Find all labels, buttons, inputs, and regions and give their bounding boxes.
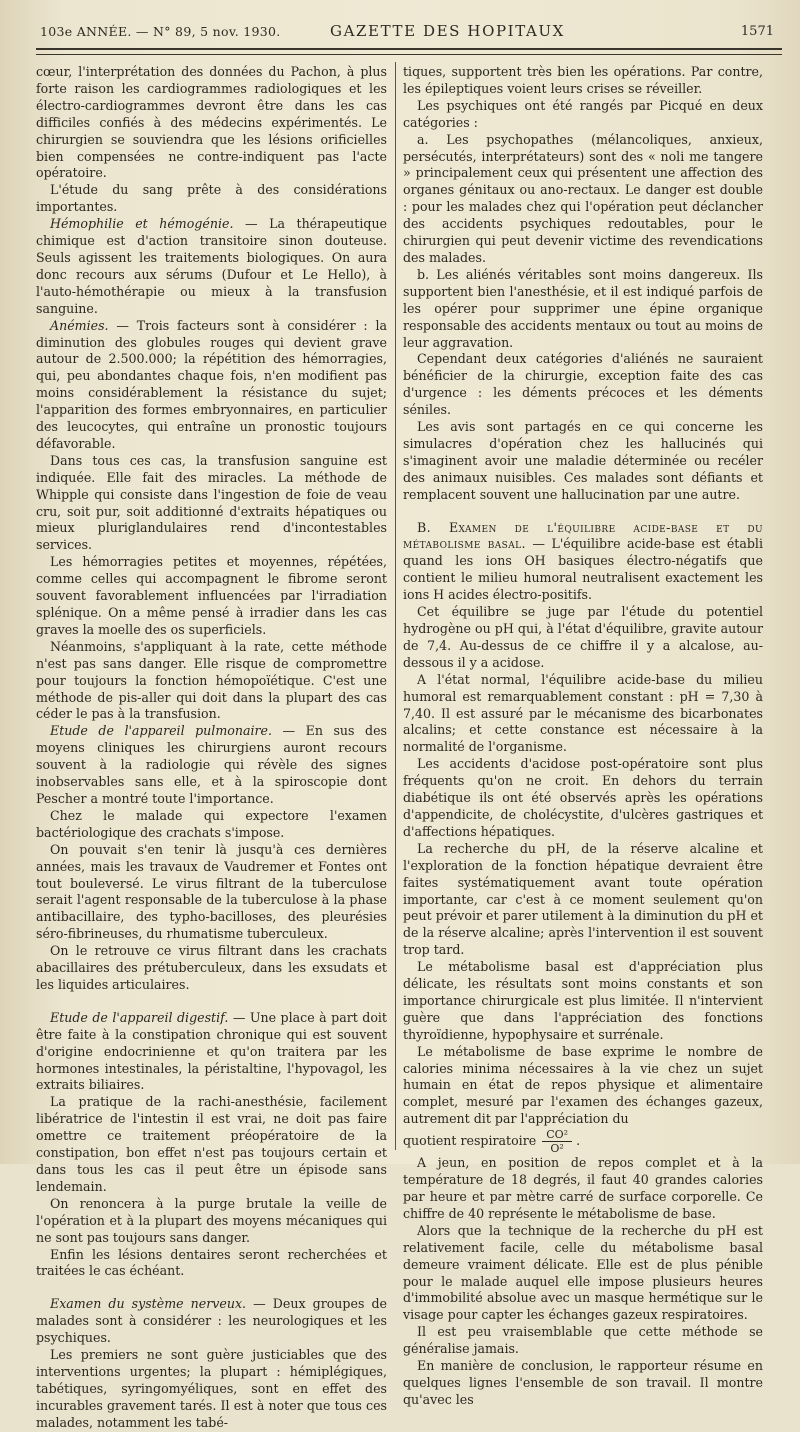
issue-info: 103e ANNÉE. — N° 89, 5 nov. 1930. — [40, 24, 281, 39]
section-heading: Hémophilie et hémogénie. — [50, 216, 234, 232]
paragraph-text: — L'équilibre acide-base est établi quand les ions OH basiques électro-négatifs que contient le milieu humoral neutralisent exactement les ions H acides électro-positifs. — [403, 536, 763, 603]
paragraph-text: — En sus des moyens cliniques les chirurgiens auront recours souvent à la radiologie qui révèle des signes inobservables sans elle, et à la spiroscopie dont Pescher a montré toute l'importance. — [36, 723, 387, 806]
paragraph: Chez le malade qui expectore l'examen bactériologique des crachats s'impose. — [36, 807, 387, 840]
paragraph: Cet équilibre se juge par l'étude du potentiel hydrogène ou pH qui, à l'état d'équilibre, gravite autour de 7,4. Au-dessus de ce chiffre il y a alcalose, au-dessous il y a acidose. — [403, 604, 763, 670]
paragraph: Le métabolisme basal est d'appréciation plus délicate, les résultats sont moins constants et son importance chirurgicale est plus limitée. Il n'intervient guère que dans l'appréciation des fonctions thyroïdienne, hypophysaire et surrénale. — [403, 959, 763, 1042]
paragraph: En manière de conclusion, le rapporteur résume en quelques lignes l'ensemble de son travail. Il montre qu'avec les — [403, 1358, 763, 1407]
paragraph: On renoncera à la purge brutale la veille de l'opération et à la plupart des moyens mécaniques qui ne sont pas toujours sans danger. — [36, 1195, 387, 1245]
formula-denominator: O² — [550, 1142, 564, 1156]
paragraph: La pratique de la rachi-anesthésie, facilement libératrice de l'intestin il est vrai, ne doit pas faire omettre ce traitement préopératoire de la constipation, bon effet n'est pas toujours certain et dans tous les cas il peut être un épisode sans lendemain. — [36, 1094, 387, 1194]
formula-label: quotient respiratoire — [403, 1133, 537, 1149]
paragraph-text: — Trois facteurs sont à considérer : la diminution des globules rouges qui devient grave autour de 2.500.000; la répétition des hémorragies, qui, peu abondantes chaque fois, n'en modifient pas moins considérablement la résistance du sujet; l'apparition des formes embryonnaires, en particulier des leucocytes, qui entraîne un pronostic toujours défavorable. — [36, 317, 387, 451]
paragraph-text: — Une place à part doit être faite à la constipation chronique qui est souvent d'origine endocrinienne et qu'on traitera par les hormones intestinales, la péristaltine, l'hypovagol, les extraits biliaires. — [36, 1009, 387, 1093]
header-rule-thick — [36, 48, 782, 50]
paragraph-text: — Deux groupes de malades sont à considérer : les neurologiques et les psychiques. — [36, 1296, 387, 1346]
section-heading: Etude de l'appareil digestif. — [50, 1009, 229, 1025]
paragraph: cœur, l'interprétation des données du Pachon, à plus forte raison les cardiogrammes radiologiques et les électro-cardiogrammes devront être dans les cas difficiles confiés à des médecins expérimentés. Le chirurgien se souviendra que les lésions orificielles bien compensées ne contre-indiquent pas l'acte opératoire. — [36, 64, 387, 181]
page-header — [40, 20, 778, 44]
paragraph: A jeun, en position de repos complet et à la température de 18 degrés, il faut 40 grandes calories par heure et par mètre carré de surface corporelle. Ce chiffre de 40 représente le métabolisme de base. — [403, 1155, 763, 1221]
paragraph: b. Les aliénés véritables sont moins dangereux. Ils supportent bien l'anesthésie, et il est indiqué parfois de les opérer pour supprimer une épine organique responsable des accidents mentaux ou tout au moins de leur aggravation. — [403, 266, 763, 350]
paragraph: Le métabolisme de base exprime le nombre de calories minima nécessaires à la vie chez un sujet humain en état de repos physique et alimentaire complet, mesuré par l'examen des échanges gazeux, autrement dit par l'appréciation du — [403, 1043, 763, 1127]
paragraph: La recherche du pH, de la réserve alcaline et l'exploration de la fonction hépatique devraient être faites systématiquement avant toute opération importante, car c'est à ce moment seulement qu'on peut prévoir et parer utilement à la diminution du pH et de la réserve alcaline; après l'intervention il est souvent trop tard. — [403, 840, 763, 958]
co2-o2-fraction — [542, 1128, 572, 1155]
paragraph: A l'état normal, l'équilibre acide-base du milieu humoral est remarquablement constant : pH = 7,30 à 7,40. Il est assuré par le mécanisme des bicarbonates alcalins; et cette constance est nécessaire à la normalité de l'organisme. — [403, 671, 763, 755]
paragraph: Les hémorragies petites et moyennes, répétées, comme celles qui accompagnent le fibrome seront souvent favorablement influencées par l'irradiation splénique. On a même pensé à irradier dans les cas graves la moelle des os superficiels. — [36, 554, 387, 637]
paragraph — [36, 1010, 387, 1095]
paragraph — [36, 723, 387, 808]
header-rule-thin — [36, 54, 782, 55]
page-number: 1571 — [740, 24, 774, 39]
formula-line — [403, 1128, 763, 1155]
paragraph: Il est peu vraisemblable que cette méthode se généralise jamais. — [403, 1324, 763, 1357]
section-heading: B. Examen de l'équilibre acide-base et du métabolisme basal. — [403, 519, 763, 552]
paragraph: a. Les psychopathes (mélancoliques, anxieux, persécutés, interprétateurs) sont des « noli me tangere » principalement ceux qui présentent une affection des organes génitaux ou ano-rectaux. Le danger est double : pour les malades chez qui l'opération peut déclancher des accidents psychiques redoutables, pour le chirurgien qui peut devenir victime des revendications des malades. — [403, 131, 763, 265]
section-heading: Etude de l'appareil pulmonaire. — [50, 723, 272, 739]
paragraph — [403, 520, 763, 605]
paragraph: Les premiers ne sont guère justiciables que des interventions urgentes; la plupart : hémiplégiques, tabétiques, syringomyéliques, sont en effet des incurables gravement tarés. Il est à noter que tous ces malades, notamment les tabé- — [36, 1347, 387, 1430]
paragraph: Néanmoins, s'appliquant à la rate, cette méthode n'est pas sans danger. Elle risque de compromettre pour toujours la fonction hémopoïétique. C'est une méthode de pis-aller qui doit dans la plupart des cas céder le pas à la transfusion. — [36, 638, 387, 722]
paragraph: On pouvait s'en tenir là jusqu'à ces dernières années, mais les travaux de Vaudremer et Fontes ont tout bouleversé. Le virus filtrant de la tuberculose serait l'agent responsable de la tuberculose à la phase antibacillaire, des typho-bacilloses, des pleurésies séro-fibrineuses, du rhumatisme tuberculeux. — [36, 841, 387, 942]
right-column — [403, 64, 763, 1407]
paragraph: Les accidents d'acidose post-opératoire sont plus fréquents qu'on ne croit. En dehors du terrain diabétique ils ont été observés après les opérations d'appendicite, de cholécystite, d'ulcères gastriques et d'affections hépatiques. — [403, 756, 763, 839]
paragraph: Enfin les lésions dentaires seront recherchées et traitées le cas échéant. — [36, 1246, 387, 1279]
section-heading: Examen du système nerveux. — [50, 1296, 247, 1312]
paragraph: On le retrouve ce virus filtrant dans les crachats abacillaires des prétuberculeux, dans les exsudats et les liquides articulaires. — [36, 943, 387, 992]
paragraph-text: — La thérapeutique chimique est d'action transitoire sinon douteuse. Seuls agissent les traitements biologiques. On aura donc recours aux sérums (Dufour et Le Hello), à l'auto-hémothérapie ou mieux à la transfusion sanguine. — [36, 216, 388, 316]
paragraph — [36, 1296, 387, 1347]
formula-end: . — [576, 1133, 581, 1149]
journal-title: GAZETTE DES HOPITAUX — [330, 22, 565, 40]
left-column — [36, 64, 388, 1430]
paragraph: Cependant deux catégories d'aliénés ne sauraient bénéficier de la chirurgie, exception faite des cas d'urgence : les déments précoces et les déments séniles. — [403, 351, 763, 418]
paragraph: tiques, supportent très bien les opérations. Par contre, les épileptiques voient leurs crises se réveiller. — [403, 64, 763, 96]
paragraph: Les avis sont partagés en ce qui concerne les simulacres d'opération chez les hallucinés qui s'imaginent avoir une maladie déterminée ou recéler des animaux nuisibles. Ces malades sont défiants et remplacent souvent une hallucination par une autre. — [403, 419, 763, 502]
paragraph: Les psychiques ont été rangés par Picqué en deux catégories : — [403, 97, 763, 130]
paragraph: Dans tous ces cas, la transfusion sanguine est indiquée. Elle fait des miracles. La méthode de Whipple qui consiste dans l'ingestion de foie de veau cru, soit pur, soit additionné d'extraits hépatiques ou mieux pluriglandulaires rend d'incontestables services. — [36, 452, 387, 553]
column-divider — [395, 62, 396, 1150]
paragraph: L'étude du sang prête à des considérations importantes. — [36, 182, 387, 215]
section-heading: Anémies. — [50, 317, 109, 333]
paragraph — [36, 318, 387, 453]
formula-numerator: CO² — [542, 1128, 572, 1142]
paragraph — [36, 216, 387, 317]
paragraph: Alors que la technique de la recherche du pH est relativement facile, celle du métabolisme basal demeure vraiment délicate. Elle est de plus pénible pour le malade auquel elle impose plusieurs heures d'immobilité absolue avec un masque hermétique sur le visage pour capter les échanges gazeux respiratoires. — [403, 1222, 763, 1323]
